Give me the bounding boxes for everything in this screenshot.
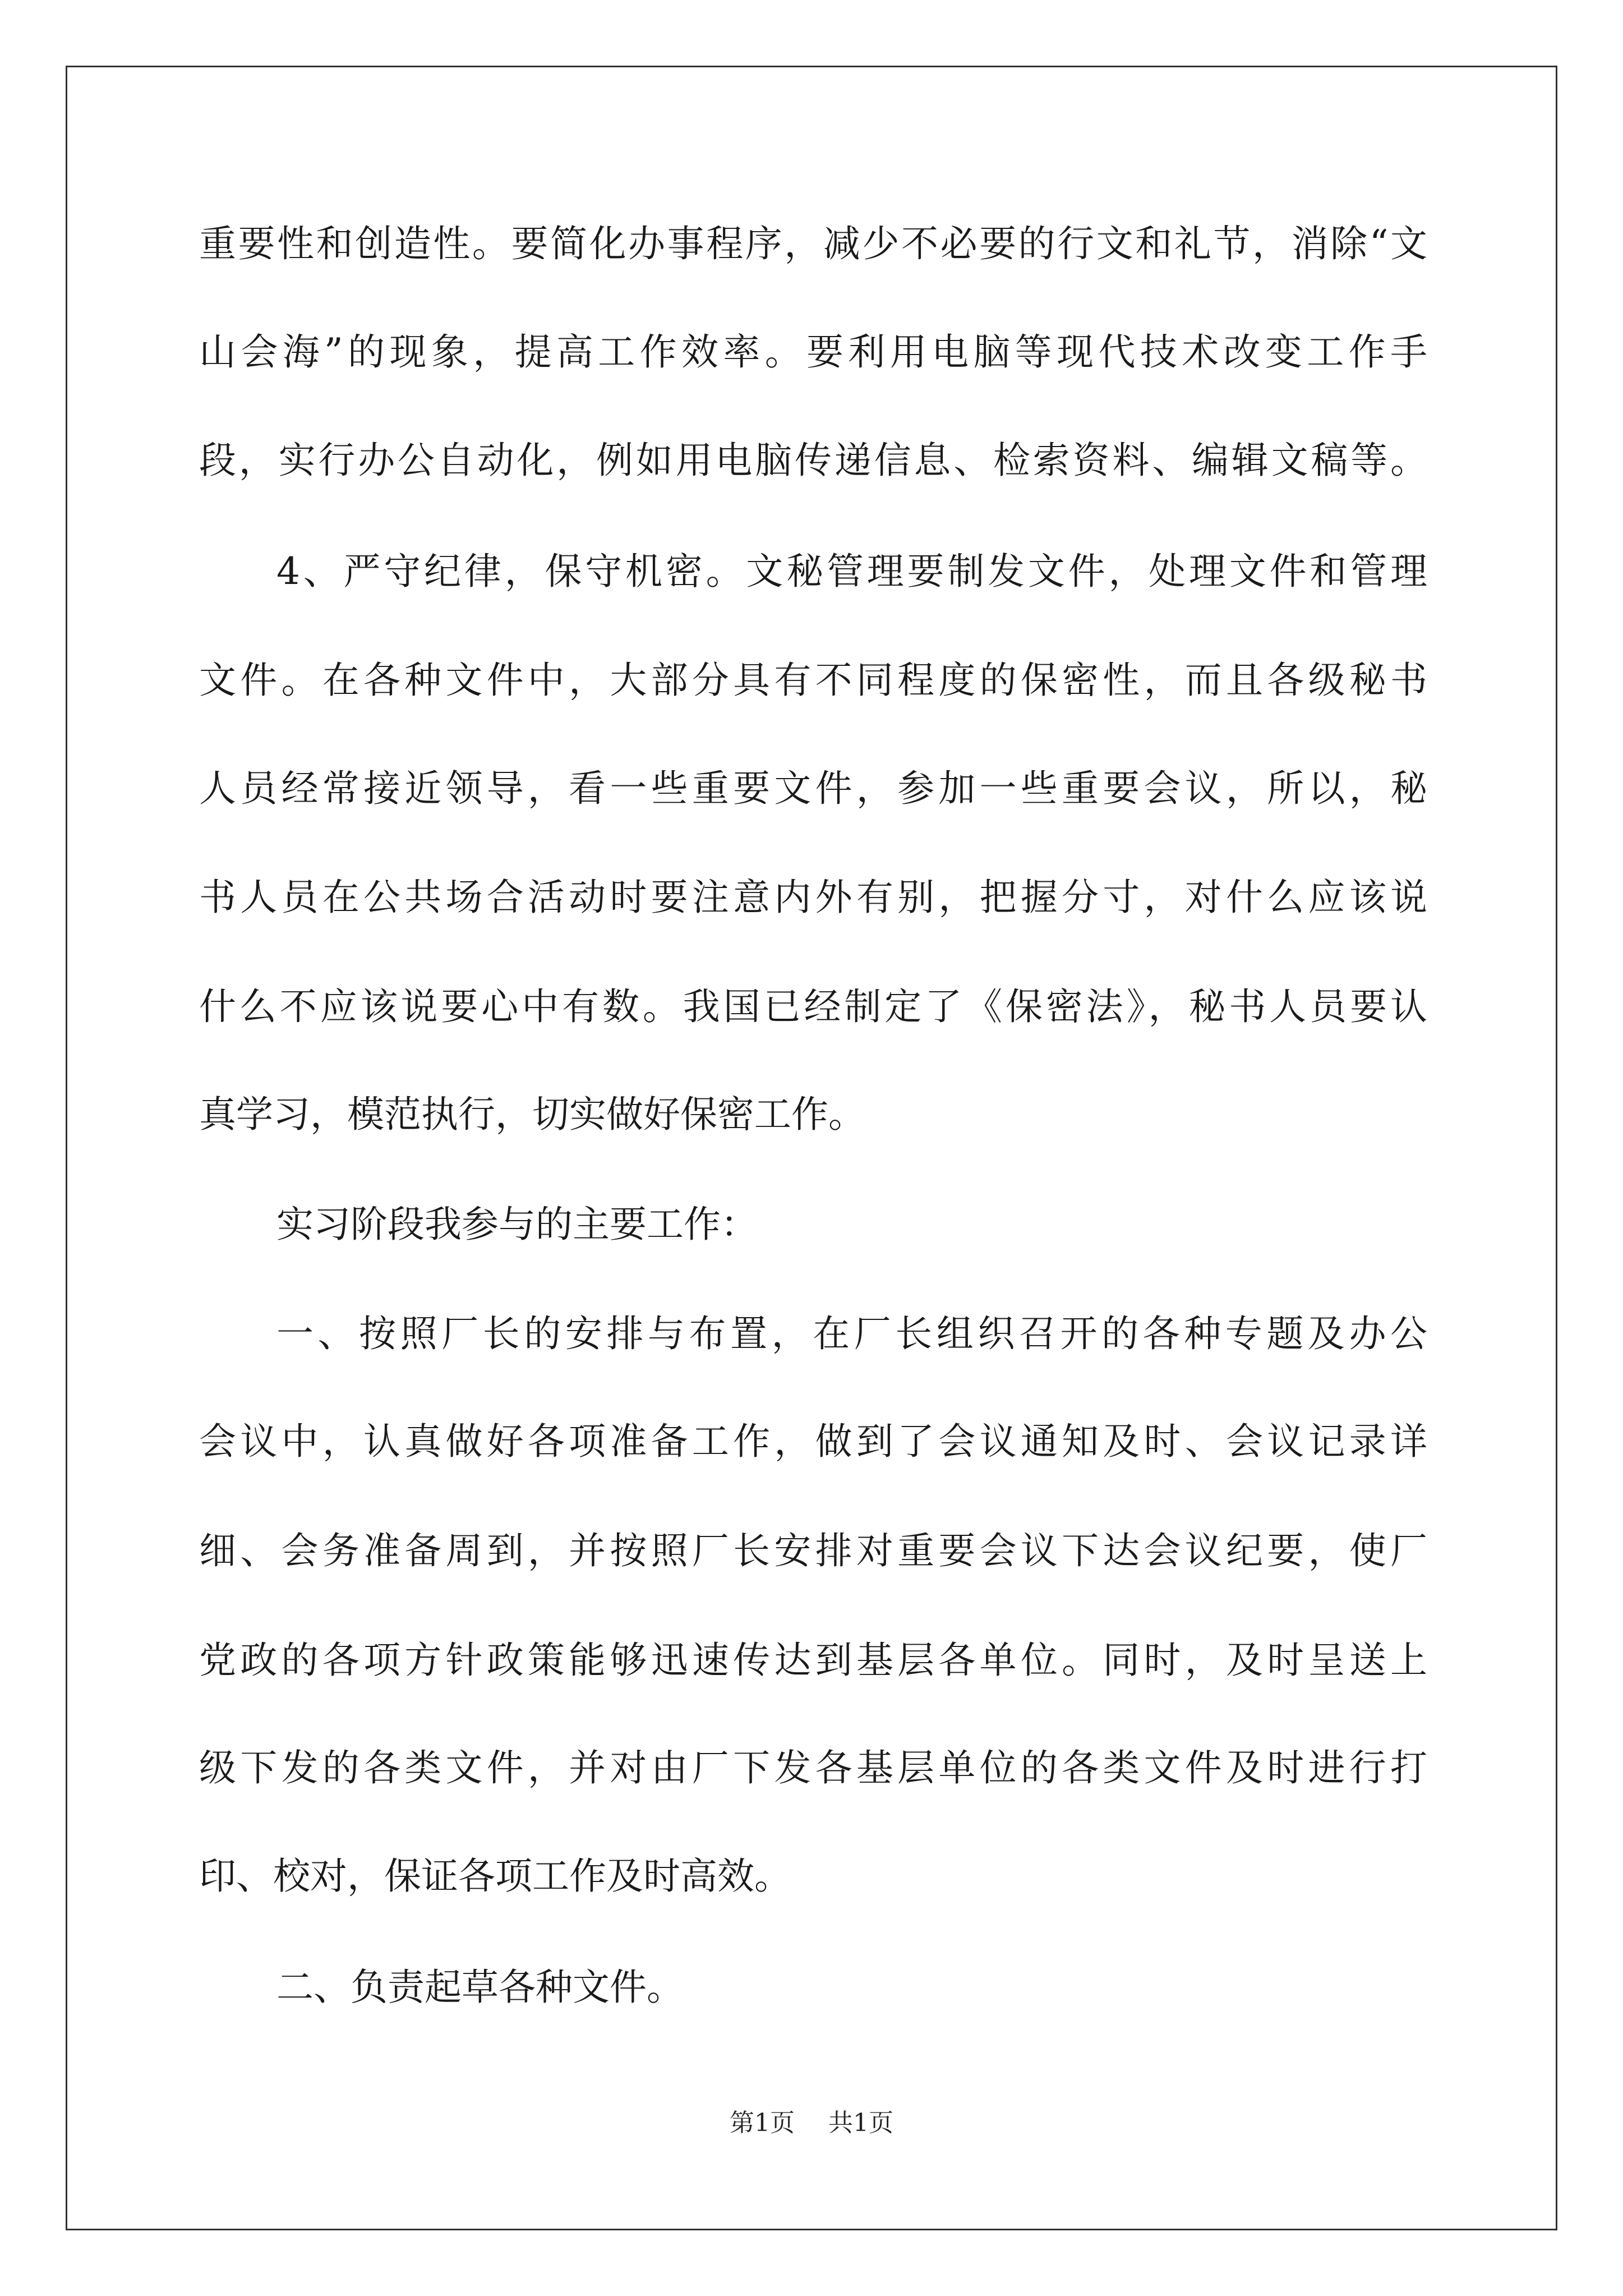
text-line: 重要性和创造性。要简化办事程序，减少不必要的行文和礼节，消除“文 bbox=[199, 222, 1427, 265]
page-number: 第1页 bbox=[730, 2109, 795, 2137]
text-line: 一、按照厂长的安排与布置，在厂长组织召开的各种专题及办公 bbox=[276, 1312, 1427, 1355]
text-line: 什么不应该说要心中有数。我国已经制定了《保密法》，秘书人员要认 bbox=[199, 985, 1427, 1028]
text-line: 印、校对，保证各项工作及时高效。 bbox=[199, 1855, 791, 1898]
page-footer bbox=[0, 2106, 1623, 2140]
text-line: 书人员在公共场合活动时要注意内外有别，把握分寸，对什么应该说 bbox=[199, 876, 1427, 919]
text-line: 党政的各项方针政策能够迅速传达到基层各单位。同时，及时呈送上 bbox=[199, 1639, 1427, 1682]
text-line: 文件。在各种文件中，大部分具有不同程度的保密性，而且各级秘书 bbox=[199, 659, 1427, 702]
text-line: 细、会务准备周到，并按照厂长安排对重要会议下达会议纪要，使厂 bbox=[199, 1529, 1427, 1572]
text-line: 人员经常接近领导，看一些重要文件，参加一些重要会议，所以，秘 bbox=[199, 767, 1427, 810]
text-line: 会议中，认真做好各项准备工作，做到了会议通知及时、会议记录详 bbox=[199, 1420, 1427, 1463]
text-line: 段，实行办公自动化，例如用电脑传递信息、检索资料、编辑文稿等。 bbox=[199, 439, 1427, 482]
text-line: 山会海”的现象，提高工作效率。要利用电脑等现代技术改变工作手 bbox=[199, 330, 1427, 374]
text-line: 二、负责起草各种文件。 bbox=[276, 1966, 684, 2009]
text-line: 真学习，模范执行，切实做好保密工作。 bbox=[199, 1093, 865, 1136]
text-line: 4、严守纪律，保守机密。文秘管理要制发文件，处理文件和管理 bbox=[276, 550, 1427, 593]
text-line: 级下发的各类文件，并对由厂下发各基层单位的各类文件及时进行打 bbox=[199, 1746, 1427, 1789]
text-line: 实习阶段我参与的主要工作： bbox=[276, 1203, 758, 1246]
page-total: 共1页 bbox=[828, 2109, 893, 2137]
